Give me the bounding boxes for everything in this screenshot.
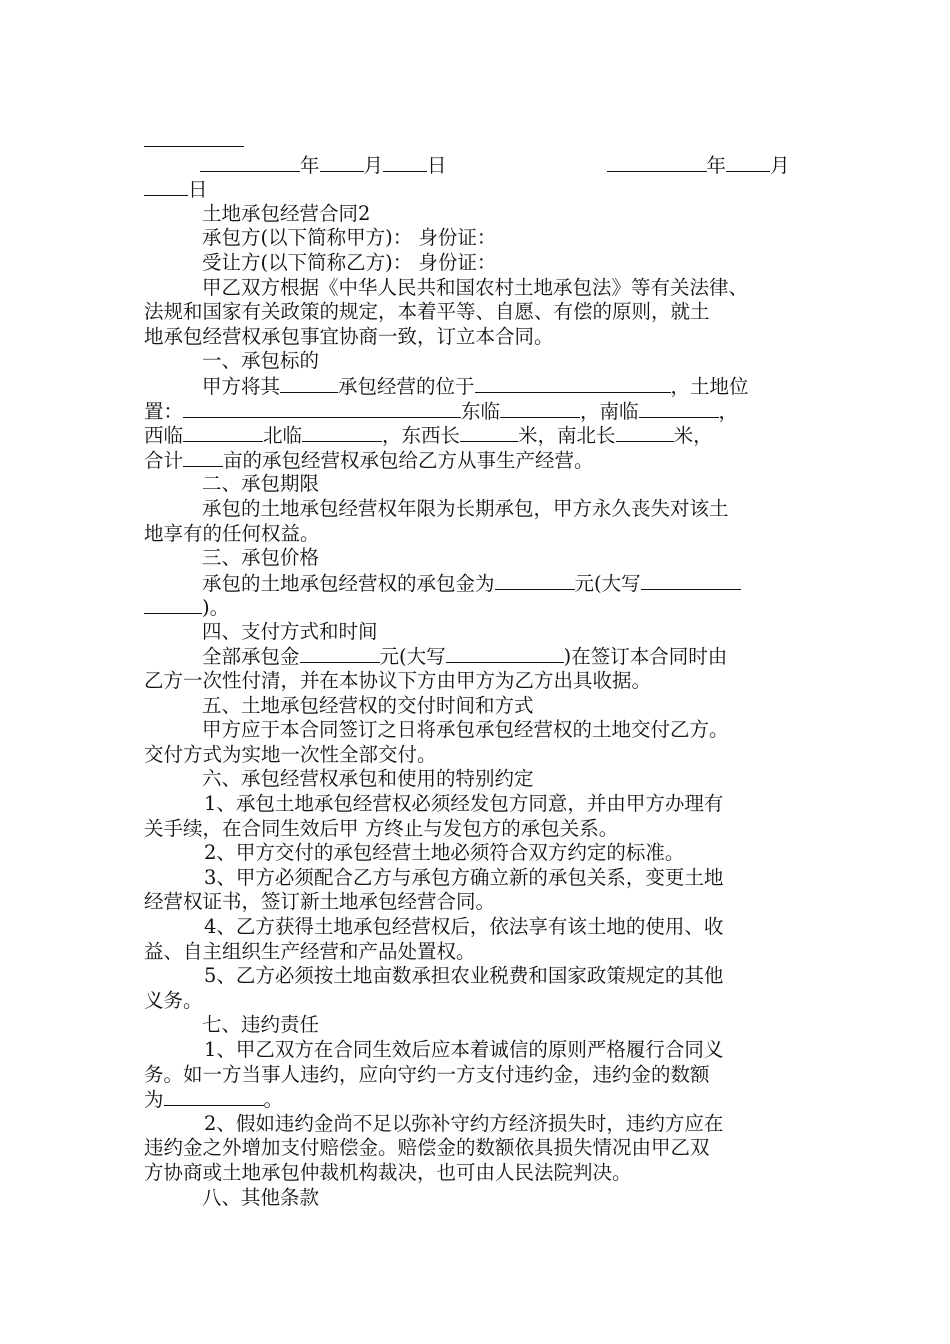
document-line xyxy=(144,374,829,399)
document-line xyxy=(144,300,829,325)
blank-underline xyxy=(300,644,380,663)
blank-underline xyxy=(183,423,263,442)
line-text: 米，南北长 xyxy=(518,424,616,448)
line-text: ，东西长 xyxy=(382,424,461,448)
document-line xyxy=(144,1161,829,1186)
blank-underline xyxy=(164,1087,264,1106)
document-line xyxy=(144,202,829,227)
document-line xyxy=(144,743,829,768)
line-text: )在签订本合同时由 xyxy=(563,645,728,669)
document-line xyxy=(144,1186,829,1211)
document-line xyxy=(144,940,829,965)
line-text: ，南临 xyxy=(580,399,639,423)
document-line xyxy=(144,964,829,989)
line-text: 为 xyxy=(144,1088,164,1112)
blank-underline xyxy=(320,153,364,172)
document-line xyxy=(144,915,829,940)
blank-underline xyxy=(446,644,564,663)
line-text: 元(大写 xyxy=(574,571,641,595)
document-line xyxy=(144,522,829,547)
document-line xyxy=(144,497,829,522)
line-text: 东临 xyxy=(461,399,501,423)
line-text: 受让方(以下简称乙方)： 身份证： xyxy=(202,250,497,274)
line-text: 4、乙方获得土地承包经营权后，依法享有该土地的使用、收 xyxy=(204,915,724,938)
line-text: 全部承包金 xyxy=(202,645,300,669)
line-text: 六、承包经营权承包和使用的特别约定 xyxy=(202,767,534,791)
blank-underline xyxy=(383,153,427,172)
line-text: 2、甲方交付的承包经营土地必须符合双方约定的标准。 xyxy=(204,841,685,865)
document-line xyxy=(144,866,829,891)
line-text: 。 xyxy=(263,1088,284,1112)
line-text: 务。如一方当事人违约，应向守约一方支付违约金，违约金的数额 xyxy=(144,1062,710,1086)
line-text: 甲方应于本合同签订之日将承包承包经营权的土地交付乙方。 xyxy=(202,718,729,742)
line-text: 合计 xyxy=(144,448,184,472)
blank-underline xyxy=(280,374,338,393)
blank-underline xyxy=(475,374,671,393)
blank-underline xyxy=(641,571,741,590)
line-text: 四、支付方式和时间 xyxy=(202,619,378,643)
blank-underline xyxy=(726,153,770,172)
document-line xyxy=(144,571,829,596)
blank-underline xyxy=(495,571,575,590)
line-text: )。 xyxy=(202,596,230,620)
line-text: 承包的土地承包经营权的承包金为 xyxy=(202,571,495,595)
line-text: ， xyxy=(718,399,739,423)
line-text: 方协商或土地承包仲裁机构裁决，也可由人民法院判决。 xyxy=(144,1160,632,1184)
blank-underline xyxy=(200,153,300,172)
line-text: 日 xyxy=(188,178,208,202)
document-line xyxy=(144,325,829,350)
document-line xyxy=(144,177,829,202)
document-line xyxy=(144,128,829,153)
document-line xyxy=(144,448,829,473)
line-text: 承包的土地承包经营权年限为长期承包，甲方永久丧失对该土 xyxy=(202,496,729,520)
line-text: 交付方式为实地一次性全部交付。 xyxy=(144,742,437,766)
document-line xyxy=(144,399,829,424)
line-text: 承包经营的位于 xyxy=(338,374,475,398)
document-line xyxy=(144,595,829,620)
blank-underline xyxy=(616,423,674,442)
contract-page xyxy=(144,128,829,1210)
blank-underline xyxy=(460,423,518,442)
document-line xyxy=(144,694,829,719)
line-text: 3、甲方必须配合乙方与承包方确立新的承包关系，变更土地 xyxy=(204,865,724,889)
document-line xyxy=(144,251,829,276)
line-text: 月 xyxy=(363,153,384,177)
line-text: 违约金之外增加支付赔偿金。赔偿金的数额依具损失情况由甲乙双 xyxy=(144,1136,710,1160)
document-line xyxy=(144,546,829,571)
document-line xyxy=(144,1087,829,1112)
line-text: 二、承包期限 xyxy=(202,472,320,496)
line-text: 亩的承包经营权承包给乙方从事生产经营。 xyxy=(223,448,594,472)
line-text: 北临 xyxy=(263,424,303,448)
line-text: 月 xyxy=(770,153,790,177)
line-text: 甲乙双方根据《中华人民共和国农村土地承包法》等有关法律、 xyxy=(202,275,749,299)
blank-underline xyxy=(183,448,223,467)
line-text: 西临 xyxy=(144,424,184,448)
line-text: 一、承包标的 xyxy=(202,349,320,373)
document-line xyxy=(144,1013,829,1038)
document-line xyxy=(144,767,829,792)
document-line xyxy=(144,792,829,817)
document-line xyxy=(144,1112,829,1137)
document-line xyxy=(144,226,829,251)
document-line xyxy=(144,620,829,645)
line-text: 义务。 xyxy=(144,988,203,1012)
document-line xyxy=(144,817,829,842)
line-text: 1、甲乙双方在合同生效后应本着诚信的原则严格履行合同义 xyxy=(204,1037,724,1061)
document-line xyxy=(144,644,829,669)
blank-underline xyxy=(607,153,707,172)
line-text: 五、土地承包经营权的交付时间和方式 xyxy=(202,693,534,717)
document-line xyxy=(144,718,829,743)
document-line xyxy=(144,1038,829,1063)
line-text: 地享有的任何权益。 xyxy=(144,521,320,545)
line-text: 1、承包土地承包经营权必须经发包方同意，并由甲方办理有 xyxy=(204,792,724,816)
line-text: 七、违约责任 xyxy=(202,1013,320,1037)
line-text: 年 xyxy=(706,153,727,177)
line-text: 益、自主组织生产经营和产品处置权。 xyxy=(144,939,476,963)
document-line xyxy=(144,349,829,374)
line-text: 八、其他条款 xyxy=(202,1185,320,1209)
line-text: 乙方一次性付清，并在本协议下方由甲方为乙方出具收据。 xyxy=(144,669,652,693)
document-line xyxy=(144,890,829,915)
document-line xyxy=(144,669,829,694)
line-text: 置： xyxy=(144,399,184,423)
blank-underline xyxy=(639,399,719,418)
line-text: 经营权证书，签订新土地承包经营合同。 xyxy=(144,890,496,914)
line-text: 年 xyxy=(300,153,320,177)
line-text: 日 xyxy=(427,153,447,177)
blank-underline xyxy=(500,399,580,418)
document-line xyxy=(144,989,829,1014)
line-text: 元(大写 xyxy=(379,645,446,669)
line-text: 米， xyxy=(673,424,713,448)
line-text: 甲方将其 xyxy=(202,374,281,398)
blank-underline xyxy=(183,399,461,418)
line-text: ，土地位 xyxy=(670,374,749,398)
line-text: 5、乙方必须按土地亩数承担农业税费和国家政策规定的其他 xyxy=(204,964,724,988)
document-line xyxy=(144,423,829,448)
line-text: 法规和国家有关政策的规定，本着平等、自愿、有偿的原则，就土 xyxy=(144,300,710,324)
blank-underline xyxy=(302,423,382,442)
document-line xyxy=(144,1063,829,1088)
blank-underline xyxy=(144,177,188,196)
document-line xyxy=(144,276,829,301)
line-text: 土地承包经营合同2 xyxy=(202,201,371,225)
line-text: 关手续，在合同生效后甲 方终止与发包方的承包关系。 xyxy=(144,816,619,840)
document-line xyxy=(144,841,829,866)
document-line xyxy=(144,153,829,178)
blank-underline xyxy=(144,595,202,614)
line-text: 2、假如违约金尚不足以弥补守约方经济损失时，违约方应在 xyxy=(204,1111,724,1135)
blank-underline xyxy=(144,128,244,147)
line-text: 承包方(以下简称甲方)： 身份证： xyxy=(202,226,497,250)
line-text: 地承包经营权承包事宜协商一致，订立本合同。 xyxy=(144,324,554,348)
line-text: 三、承包价格 xyxy=(202,546,320,570)
document-line xyxy=(144,1136,829,1161)
document-line xyxy=(144,472,829,497)
